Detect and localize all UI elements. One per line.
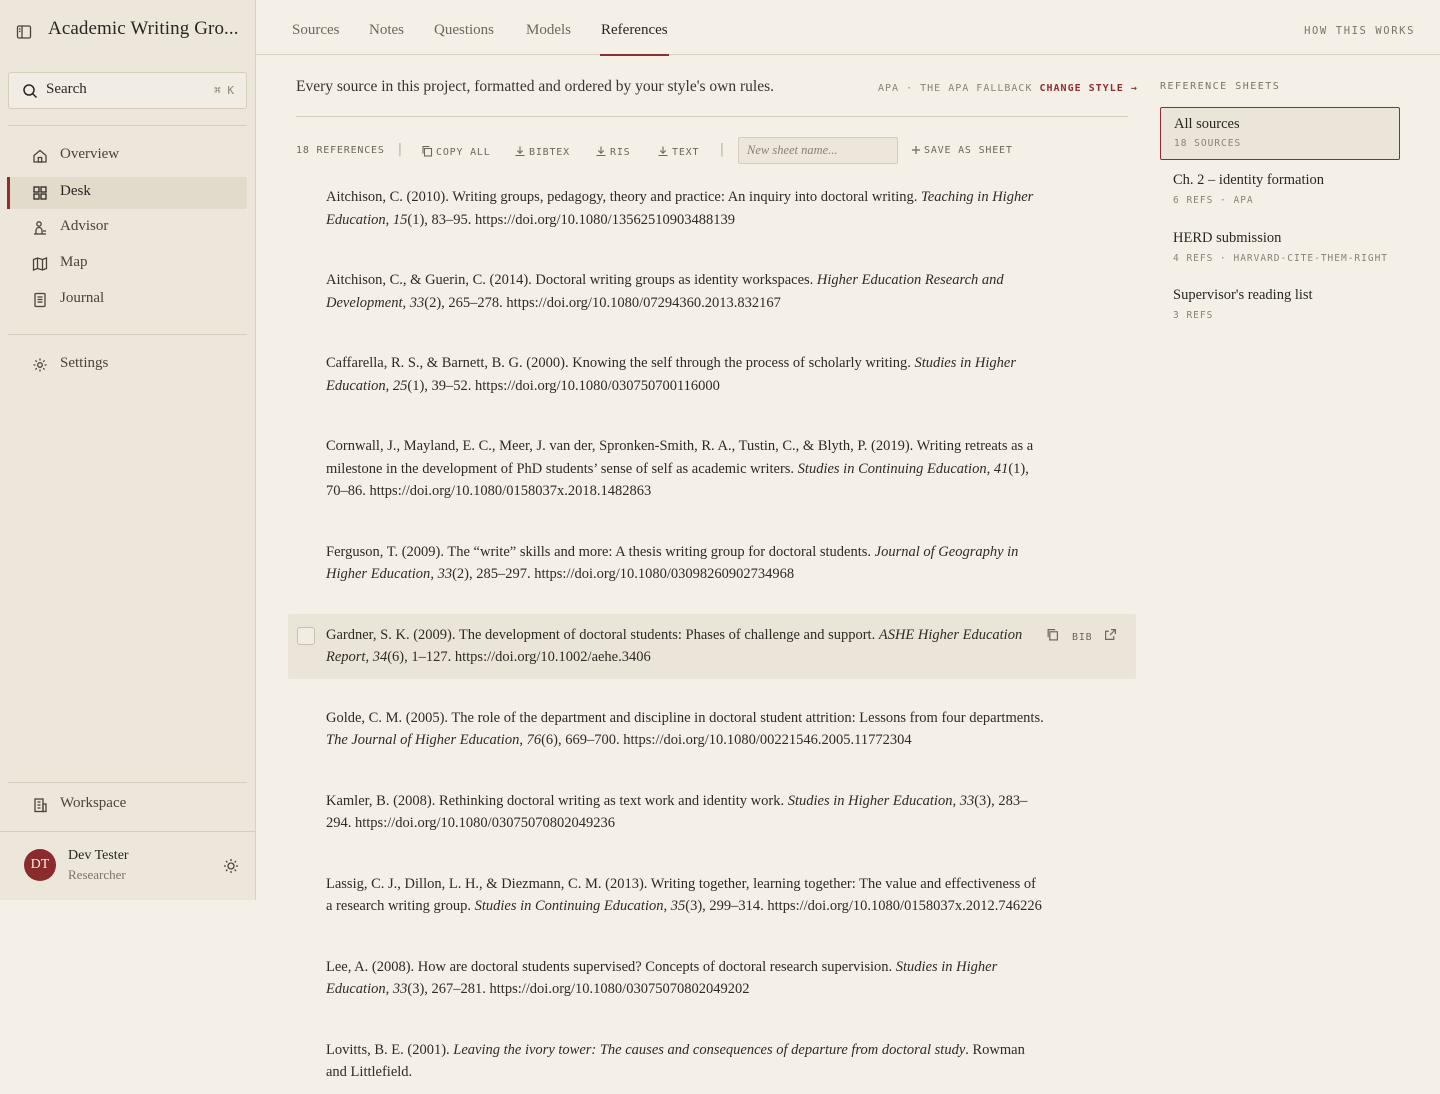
sheet-meta: 6 REFS · APA xyxy=(1173,195,1254,206)
reference-sep: , xyxy=(519,732,527,748)
reference-item[interactable] xyxy=(288,697,1136,762)
reference-details: (1), 83–95. https://doi.org/10.1080/13562510903488139 xyxy=(407,211,735,228)
user-role: Researcher xyxy=(68,867,126,882)
reference-journal: Teaching in Higher Education xyxy=(326,189,1034,228)
sidebar-header xyxy=(0,0,255,62)
reference-authors-title: Lassig, C. J., Dillon, L. H., & Diezmann, C. M. (2013). Writing together, learning together: The value and effectiveness of a research writing group. xyxy=(326,875,1036,914)
sidebar-item-advisor[interactable] xyxy=(8,212,247,244)
reference-details: (2), 285–297. https://doi.org/10.1080/03098260902734968 xyxy=(452,566,795,582)
reference-authors-title: Kamler, B. (2008). Rethinking doctoral writing as text work and identity work. xyxy=(326,792,788,809)
search-icon xyxy=(22,83,38,99)
reference-item[interactable] xyxy=(288,176,1136,241)
reference-volume: 33 xyxy=(392,981,408,997)
download-icon xyxy=(514,145,526,157)
style-name: APA xyxy=(878,83,900,94)
reference-item[interactable] xyxy=(288,1029,1136,1094)
sheet-meta: 4 REFS · HARVARD-CITE-THEM-RIGHT xyxy=(1173,253,1389,264)
sidebar-item-label: Advisor xyxy=(60,218,109,234)
sidebar-item-journal[interactable] xyxy=(8,284,247,316)
sidebar-item-label: Desk xyxy=(60,183,91,199)
page-intro: Every source in this project, formatted and ordered by your style's own rules. xyxy=(296,78,774,95)
sheet-name: Supervisor's reading list xyxy=(1173,287,1313,303)
reference-details: (2), 265–278. https://doi.org/10.1080/07294360.2013.832167 xyxy=(424,294,781,311)
reference-item[interactable] xyxy=(288,780,1136,845)
reference-authors-title: Lovitts, B. E. (2001). xyxy=(326,1041,454,1058)
reference-details: (3), 299–314. https://doi.org/10.1080/0158037x.2012.746226 xyxy=(685,898,1042,914)
search-shortcut: ⌘ K xyxy=(214,84,234,97)
reference-sep: , xyxy=(402,294,410,311)
reference-details: (1), 70–86. https://doi.org/10.1080/0158037x.2018.1482863 xyxy=(326,460,1029,499)
reference-volume: 33 xyxy=(959,792,975,809)
copy-icon[interactable] xyxy=(1046,626,1059,649)
reference-sep: , xyxy=(663,898,671,914)
export-bibtex-button[interactable] xyxy=(514,145,570,158)
reference-volume: 76 xyxy=(526,732,542,748)
save-as-sheet-button[interactable] xyxy=(911,145,1013,156)
tab-models[interactable]: Models xyxy=(526,22,571,38)
reference-item[interactable] xyxy=(288,946,1136,1011)
sidebar-item-label: Settings xyxy=(60,355,109,371)
sidebar-item-settings[interactable] xyxy=(8,349,247,381)
text-label: TEXT xyxy=(672,147,700,158)
tab-questions[interactable]: Questions xyxy=(434,22,494,38)
external-link-icon[interactable] xyxy=(1104,626,1117,649)
sidebar-divider xyxy=(8,334,247,335)
reference-journal: Studies in Continuing Education xyxy=(474,898,664,914)
reference-authors-title: Gardner, S. K. (2009). The development of doctoral students: Phases of challenge and support. xyxy=(326,626,879,643)
sidebar-divider xyxy=(8,125,247,126)
reference-sep: , xyxy=(952,792,960,809)
style-fallback: THE APA FALLBACK xyxy=(920,83,1033,94)
copy-all-label: COPY ALL xyxy=(436,147,491,158)
sheet-name: All sources xyxy=(1174,116,1240,132)
reference-item[interactable] xyxy=(288,425,1136,513)
reference-authors-title: Golde, C. M. (2005). The role of the department and discipline in doctoral student attrition: Lessons from four departments. xyxy=(326,709,1044,726)
sheet-name: Ch. 2 – identity formation xyxy=(1173,172,1325,188)
reference-journal: Studies in Higher Education xyxy=(326,958,998,997)
reference-authors-title: Aitchison, C. (2010). Writing groups, pedagogy, theory and practice: An inquiry into doctoral writing. xyxy=(326,189,922,205)
reference-details: (6), 669–700. https://doi.org/10.1080/00221546.2005.11772304 xyxy=(541,732,912,748)
reference-list xyxy=(288,176,1136,1094)
sheet-item[interactable] xyxy=(1160,166,1400,216)
reference-journal: ASHE Higher Education Report xyxy=(326,626,1023,665)
toolbar-separator: | xyxy=(718,142,726,157)
bib-button[interactable]: BIB xyxy=(1072,631,1093,643)
header-divider xyxy=(296,116,1128,117)
tab-sources[interactable]: Sources xyxy=(292,22,340,38)
reference-volume: 25 xyxy=(392,377,408,394)
reference-journal: Studies in Higher Education xyxy=(787,792,953,809)
sheet-all-sources[interactable] xyxy=(1160,107,1400,160)
reference-journal: Journal of Geography in Higher Education xyxy=(326,543,1019,582)
search-button[interactable] xyxy=(8,72,247,109)
building-icon xyxy=(32,797,48,813)
sidebar-item-workspace[interactable] xyxy=(8,789,247,821)
tab-bar xyxy=(256,0,1440,55)
map-icon xyxy=(32,256,48,272)
reference-details: (6), 1–127. https://doi.org/10.1002/aehe.3406 xyxy=(387,649,651,665)
plus-icon xyxy=(911,145,921,155)
sidebar-item-map[interactable] xyxy=(8,248,247,280)
tab-references[interactable]: References xyxy=(601,22,668,55)
reference-authors-title: Lee, A. (2008). How are doctoral students supervised? Concepts of doctoral research supervision. xyxy=(326,958,896,975)
save-as-sheet-label: SAVE AS SHEET xyxy=(924,145,1013,156)
reference-sep: , xyxy=(986,460,994,477)
ris-label: RIS xyxy=(610,147,631,158)
change-style-button[interactable]: CHANGE STYLE → xyxy=(1039,83,1138,94)
app-title: Academic Writing Gro... xyxy=(48,18,239,39)
reference-sep: , xyxy=(385,981,393,997)
export-text-button[interactable] xyxy=(657,145,699,158)
sidebar-item-label: Overview xyxy=(60,146,120,162)
citation-style-meta xyxy=(878,83,1138,94)
sidebar-item-overview[interactable] xyxy=(8,140,247,172)
reference-volume: 34 xyxy=(372,649,388,665)
copy-icon xyxy=(421,145,433,157)
reference-authors-title: Cornwall, J., Mayland, E. C., Meer, J. van der, Spronken-Smith, R. A., Tustin, C., & Blyth, P. (2019). Writing retreats as a milestone in the development of PhD students’ sense of self as academic writers. xyxy=(326,438,1034,477)
reference-volume: 15 xyxy=(392,211,408,228)
sheet-name-input[interactable] xyxy=(738,137,898,164)
reference-sep: , xyxy=(365,649,373,665)
reference-journal: The Journal of Higher Education xyxy=(326,732,520,748)
sidebar-toggle-icon[interactable] xyxy=(16,24,32,40)
reference-details: (1), 39–52. https://doi.org/10.1080/030750700116000 xyxy=(407,377,720,394)
reference-volume: 41 xyxy=(993,460,1009,477)
reference-authors-title: Ferguson, T. (2009). The “write” skills and more: A thesis writing group for doctoral students. xyxy=(326,543,875,560)
sheet-item[interactable] xyxy=(1160,224,1400,274)
bibtex-label: BIBTEX xyxy=(529,147,570,158)
sidebar-item-label: Map xyxy=(60,254,88,270)
download-icon xyxy=(595,145,607,157)
grid-icon xyxy=(32,185,48,201)
reference-details: (3), 267–281. https://doi.org/10.1080/03075070802049202 xyxy=(407,981,750,997)
toolbar-separator: | xyxy=(396,142,404,157)
reference-sep: , xyxy=(385,211,393,228)
reference-authors-title: Caffarella, R. S., & Barnett, B. G. (2000). Knowing the self through the process of scholarly writing. xyxy=(326,355,915,371)
journal-icon xyxy=(32,292,48,308)
avatar: DT xyxy=(24,849,56,881)
reference-journal: Studies in Continuing Education xyxy=(797,460,987,477)
reference-journal: Higher Education Research and Development xyxy=(326,272,1004,311)
reference-details: (3), 283–294. https://doi.org/10.1080/03075070802049236 xyxy=(326,792,1028,831)
reference-volume: 33 xyxy=(437,566,453,582)
copy-all-button[interactable] xyxy=(421,145,491,158)
tab-notes[interactable]: Notes xyxy=(369,22,404,38)
reference-sheets-title: REFERENCE SHEETS xyxy=(1160,81,1281,92)
style-dot: · xyxy=(906,83,921,94)
sidebar xyxy=(0,0,256,900)
reference-sep: , xyxy=(385,377,393,394)
user-profile[interactable] xyxy=(0,832,255,900)
sheet-name: HERD submission xyxy=(1173,230,1282,246)
how-this-works-link[interactable]: HOW THIS WORKS xyxy=(1304,25,1415,37)
sheet-item[interactable] xyxy=(1160,281,1400,331)
export-ris-button[interactable] xyxy=(595,145,630,158)
reference-actions xyxy=(1046,626,1122,642)
advisor-icon xyxy=(32,220,48,236)
search-label: Search xyxy=(46,81,87,97)
home-icon xyxy=(32,148,48,164)
reference-item[interactable] xyxy=(288,531,1136,596)
user-name: Dev Tester xyxy=(68,848,129,863)
reference-sep: , xyxy=(430,566,438,582)
reference-volume: 33 xyxy=(409,294,425,311)
reference-item[interactable] xyxy=(288,863,1136,928)
reference-item[interactable] xyxy=(288,259,1136,324)
download-icon xyxy=(657,145,669,157)
reference-journal: Studies in Higher Education xyxy=(326,355,1016,394)
sidebar-item-desk[interactable] xyxy=(8,177,247,209)
reference-volume: 35 xyxy=(670,898,686,914)
sidebar-divider xyxy=(8,782,247,783)
reference-journal: Leaving the ivory tower: The causes and consequences of departure from doctoral study xyxy=(453,1041,966,1058)
reference-item[interactable] xyxy=(288,342,1136,407)
sidebar-item-label: Journal xyxy=(60,290,105,306)
sun-icon[interactable] xyxy=(223,858,239,874)
reference-checkbox[interactable] xyxy=(297,627,315,645)
sheet-meta: 3 REFS xyxy=(1173,310,1214,321)
reference-count: 18 REFERENCES xyxy=(296,145,385,156)
sheet-meta: 18 SOURCES xyxy=(1174,138,1242,149)
gear-icon xyxy=(32,357,48,373)
reference-authors-title: Aitchison, C., & Guerin, C. (2014). Doctoral writing groups as identity workspaces. xyxy=(326,272,817,288)
reference-item[interactable] xyxy=(288,614,1136,679)
reference-details: . Rowman and Littlefield. xyxy=(326,1041,1025,1080)
sidebar-item-label: Workspace xyxy=(60,795,127,811)
